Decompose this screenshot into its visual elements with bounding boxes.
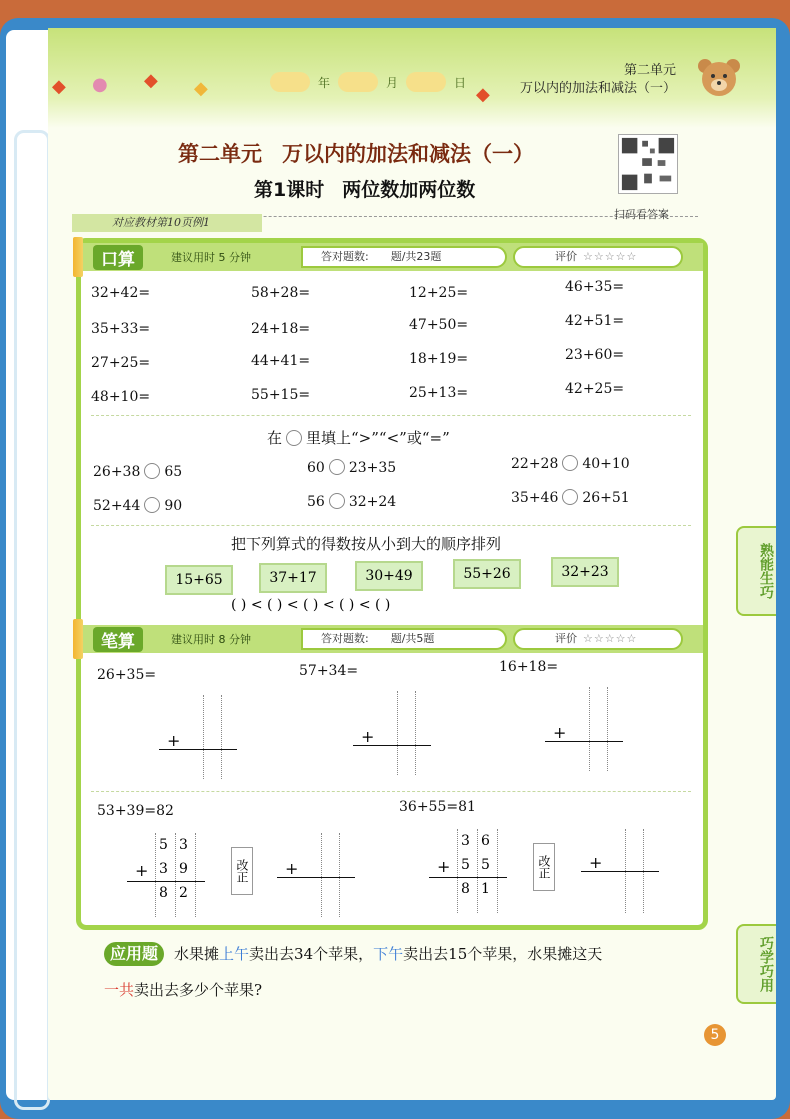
year-field[interactable]	[270, 72, 310, 92]
title-topic: 万以内的加法和减法（一）	[282, 142, 534, 166]
oral-item: 44+41=	[251, 353, 311, 369]
grid-line	[415, 691, 416, 775]
header-band	[48, 28, 776, 128]
oral-item: 32+42=	[91, 285, 151, 301]
written-eval-box[interactable]	[513, 628, 683, 650]
oral-item: 12+25=	[409, 285, 469, 301]
oral-eval-box[interactable]	[513, 246, 683, 268]
question-keyword: 下午	[373, 945, 404, 963]
qr-caption: 扫码看答案	[614, 208, 669, 221]
plus-sign: +	[361, 727, 375, 746]
oral-item: 48+10=	[91, 389, 151, 405]
plus-sign: +	[589, 853, 603, 872]
unit-tag	[520, 62, 676, 98]
correction-grid[interactable]	[277, 833, 357, 917]
digit: 1	[481, 881, 490, 897]
question-text: 卖出去34个苹果，	[249, 945, 374, 963]
candy-icon: ◆	[476, 84, 490, 105]
plus-sign: +	[135, 861, 149, 880]
question-text: 卖出去多少个苹果?	[134, 981, 263, 999]
compare-instruction	[267, 427, 450, 448]
score-label: 答对题数:	[321, 632, 369, 645]
eval-label: 评价	[555, 632, 577, 645]
oral-item: 18+19=	[409, 351, 469, 367]
lesson-topic: 两位数加两位数	[342, 179, 476, 201]
candy-icon: ◆	[52, 76, 66, 97]
page-title	[178, 138, 534, 168]
sum-line	[127, 881, 205, 882]
compare-item	[307, 493, 396, 510]
digit: 5	[159, 837, 168, 853]
vertical-calc-grid[interactable]	[545, 687, 625, 771]
compare-item	[307, 459, 396, 476]
sum-line	[353, 745, 431, 746]
correction-tag: 改正	[231, 847, 253, 895]
written-title: 笔算	[93, 627, 143, 652]
grid-line	[457, 829, 458, 913]
plus-sign: +	[553, 723, 567, 742]
compare-right: 65	[164, 464, 183, 480]
question-keyword: 一共	[104, 981, 135, 999]
compare-left: 52+44	[93, 498, 141, 514]
grid-line	[321, 833, 322, 917]
oral-item: 25+13=	[409, 385, 469, 401]
page-number: 5	[704, 1024, 726, 1046]
compare-item	[511, 489, 630, 506]
digit: 2	[179, 885, 188, 901]
oral-score-box[interactable]	[301, 246, 507, 268]
order-item: 15+65	[165, 565, 233, 595]
compare-item	[511, 455, 630, 472]
score-label: 答对题数:	[321, 250, 369, 263]
grid-line	[221, 695, 222, 779]
question-text: 水果摊	[174, 945, 220, 963]
lesson-number: 第1课时	[254, 179, 325, 201]
compare-right: 23+35	[348, 460, 397, 476]
digit: 3	[159, 861, 168, 877]
oral-title: 口算	[93, 245, 143, 270]
instruction-part: 在	[267, 429, 283, 447]
day-field[interactable]	[406, 72, 446, 92]
answer-circle[interactable]	[144, 463, 160, 479]
application-question	[104, 936, 704, 1008]
side-tab-practice[interactable]: 熟能生巧	[736, 526, 776, 616]
oral-item: 47+50=	[409, 317, 469, 333]
digit: 3	[461, 833, 470, 849]
lesson-title	[254, 175, 475, 202]
grid-line	[203, 695, 204, 779]
grid-line	[339, 833, 340, 917]
answer-circle[interactable]	[329, 459, 345, 475]
oral-time: 建议用时 5 分钟	[171, 251, 251, 264]
oral-item: 55+15=	[251, 387, 311, 403]
candy-icon: ◆	[194, 78, 208, 99]
compare-right: 32+24	[348, 494, 397, 510]
digit: 5	[481, 857, 490, 873]
sum-line	[581, 871, 659, 872]
previous-page-strip	[14, 130, 50, 1110]
oral-header	[81, 243, 703, 271]
written-problem: 16+18=	[499, 659, 559, 675]
oral-item: 27+25=	[91, 355, 151, 371]
bear-icon	[696, 56, 742, 98]
written-problem: 57+34=	[299, 663, 359, 679]
month-label: 月	[386, 75, 399, 90]
compare-right: 90	[164, 498, 183, 514]
grid-line	[175, 833, 176, 917]
compare-left: 35+46	[511, 490, 559, 506]
qr-code-icon[interactable]	[618, 134, 678, 194]
written-header	[81, 625, 703, 653]
sum-line	[277, 877, 355, 878]
day-label: 日	[454, 75, 467, 90]
oral-item: 58+28=	[251, 285, 311, 301]
unit-subtitle: 万以内的加法和减法（一）	[519, 81, 676, 96]
pencil-icon	[73, 237, 83, 277]
rating-stars-icon[interactable]: ☆☆☆☆☆	[583, 632, 638, 645]
textbook-reference: 对应教材第10页例1	[72, 214, 262, 232]
oral-item: 42+51=	[565, 313, 625, 329]
grid-line	[589, 687, 590, 771]
application-badge: 应用题	[104, 942, 164, 966]
month-field[interactable]	[338, 72, 378, 92]
compare-right: 26+51	[582, 490, 630, 506]
compare-item	[93, 497, 182, 514]
sum-line	[429, 877, 507, 878]
sum-line	[545, 741, 623, 742]
year-label: 年	[318, 75, 331, 90]
oral-item: 24+18=	[251, 321, 311, 337]
order-item: 37+17	[259, 563, 327, 593]
instruction-part: 里填上“>”“<”或“=”	[306, 429, 450, 447]
lollipop-icon: ●	[92, 74, 108, 95]
correction-grid[interactable]	[581, 829, 661, 913]
compare-left: 26+38	[93, 464, 141, 480]
order-instruction: 把下列算式的得数按从小到大的顺序排列	[231, 535, 502, 553]
compare-right: 40+10	[582, 456, 630, 472]
unit-label: 第二单元	[623, 63, 676, 78]
sum-line	[159, 749, 237, 750]
written-score-box[interactable]	[301, 628, 507, 650]
vertical-calc-grid[interactable]	[159, 695, 239, 779]
plus-sign: +	[285, 859, 299, 878]
vertical-calc-grid[interactable]	[353, 691, 433, 775]
grid-line	[607, 687, 608, 771]
plus-sign: +	[167, 731, 181, 750]
workbook-page	[48, 28, 776, 1100]
order-item: 30+49	[355, 561, 423, 591]
eval-label: 评价	[555, 250, 577, 263]
question-keyword: 上午	[219, 945, 250, 963]
wrong-calc	[127, 833, 207, 917]
correction-tag: 改正	[533, 843, 555, 891]
digit: 6	[481, 833, 490, 849]
grid-line	[155, 833, 156, 917]
wrong-calc	[429, 829, 509, 913]
compare-left: 56	[307, 494, 325, 510]
order-answer-row[interactable]: ( ) < ( ) < ( ) < ( ) < ( )	[231, 597, 391, 613]
written-time: 建议用时 8 分钟	[171, 633, 251, 646]
question-text: 卖出去15个苹果，水果摊这天	[403, 945, 603, 963]
answer-circle[interactable]	[144, 497, 160, 513]
exercise-panel	[76, 238, 708, 930]
compare-item	[93, 463, 182, 480]
divider	[91, 415, 691, 416]
answer-circle[interactable]	[562, 489, 578, 505]
order-item: 32+23	[551, 557, 619, 587]
digit: 9	[179, 861, 188, 877]
compare-left: 22+28	[511, 456, 559, 472]
oral-item: 42+25=	[565, 381, 625, 397]
grid-line	[397, 691, 398, 775]
candy-icon: ◆	[144, 70, 158, 91]
answer-circle[interactable]	[329, 493, 345, 509]
order-item: 55+26	[453, 559, 521, 589]
grid-line	[497, 829, 498, 913]
circle-icon	[286, 430, 302, 446]
grid-line	[195, 833, 196, 917]
answer-circle[interactable]	[562, 455, 578, 471]
pencil-icon	[73, 619, 83, 659]
oral-item: 46+35=	[565, 279, 625, 295]
rating-stars-icon[interactable]: ☆☆☆☆☆	[583, 250, 638, 263]
fix-problem: 36+55=81	[399, 799, 476, 815]
oral-item: 23+60=	[565, 347, 625, 363]
oral-item: 35+33=	[91, 321, 151, 337]
digit: 8	[461, 881, 470, 897]
divider	[91, 791, 691, 792]
compare-left: 60	[307, 460, 325, 476]
divider	[91, 525, 691, 526]
grid-line	[477, 829, 478, 913]
fix-problem: 53+39=82	[97, 803, 174, 819]
side-tab-apply[interactable]: 巧学巧用	[736, 924, 776, 1004]
title-unit: 第二单元	[178, 142, 262, 166]
digit: 8	[159, 885, 168, 901]
plus-sign: +	[437, 857, 451, 876]
written-problem: 26+35=	[97, 667, 157, 683]
date-fields	[270, 72, 474, 92]
score-total: 题/共5题	[390, 632, 435, 645]
score-total: 题/共23题	[390, 250, 442, 263]
digit: 3	[179, 837, 188, 853]
digit: 5	[461, 857, 470, 873]
